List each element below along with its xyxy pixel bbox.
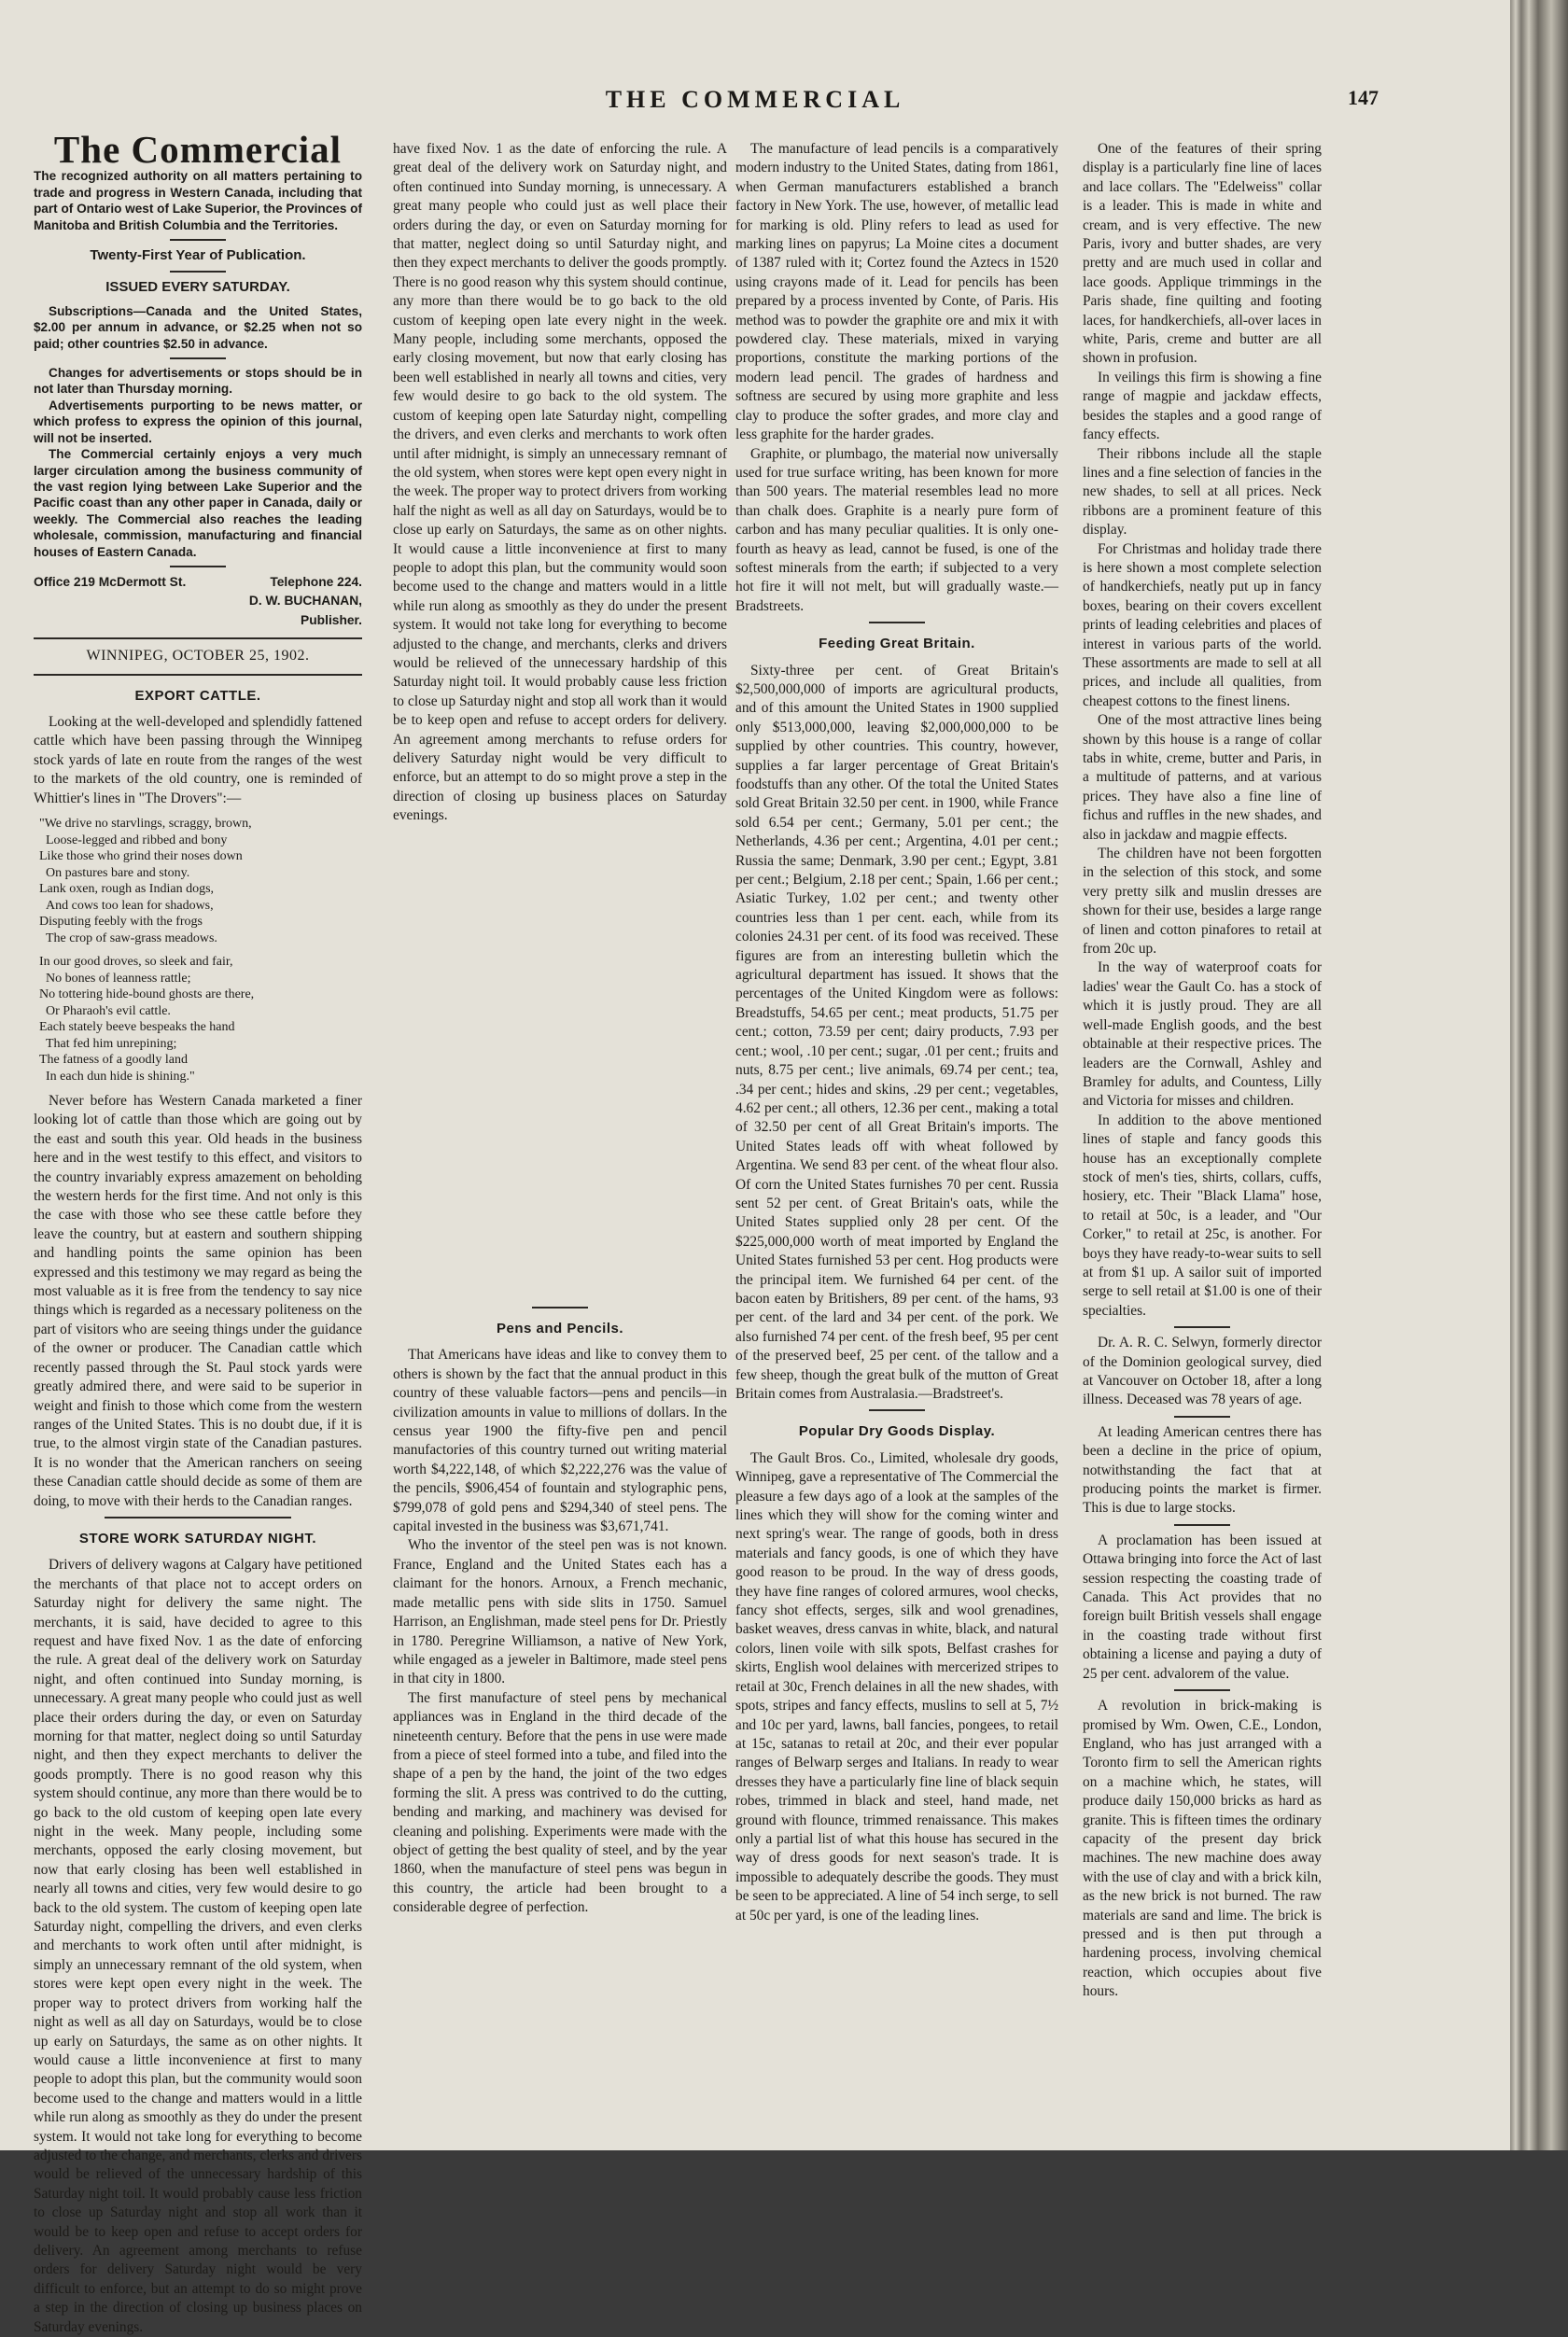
verse-stanza-2: In our good droves, so sleek and fair, No bones of leanness rattle; No tottering hide-bound ghosts are there, Or Pharaoh's evil cattle. Each stately beeve bespeaks the hand That fed him unrepining; The fatness of a goodly land In each dun hide is shining." [39,955,255,1084]
pens-paragraph-4: The manufacture of lead pencils is a comparatively modern industry to the United States, dating from 1861, when German manufacturers established a branch factory in New York. The use, however, of metallic lead for marking is old. Pliny refers to lead as used for marking lines on papyrus; La Moine cites a document of 1387 ruled with it; Cortez found the Aztecs in 1520 using crayons made of it. Lead for pencils has been prepared by a process invented by Conte, of Paris. His method was to powder the graphite ore and mix it with powdered clay. These materials, mixed in varying proportions, constitute the marking portions of the modern lead pencil. The grades of hardness and softness are secured by using more graphite and less clay to produce the softer grades, and more clay and less graphite for the harder grades. [735,141,1058,443]
divider [34,637,362,639]
feeding-body: Sixty-three per cent. of Great Britain's $2,500,000,000 of imports are agricultural products, and of this amount the United States in 1900 supplied only $513,000,000, leaving $2,000,000,000 to be supplied by other countries. This country, however, supplies a far larger percentage of Great Britain's foodstuffs than any other. Of the total the United States sold Great Britain 32.50 per cent. in 1900, while France sold 6.54 per cent.; Germany, 5.01 per cent.; the Netherlands, 4.36 per cent.; Argentina, 4.01 per cent.; Russia the same; Denmark, 3.90 per cent.; Egypt, 3.81 per cent.; Belgium, 2.18 per cent.; Spain, 1.66 per cent.; Asiatic Turkey, 1.02 per cent.; and twenty other countries less than 1 per cent. each, while from its colonies 24.31 per cent. of its food was received. These figures are from an interesting bulletin which the agricultural department has issued. It shows that the percentages of the United Kingdom were as follows: Breadstuffs, 54.65 per cent.; meat products, 51.75 per cent.; cotton, 73.59 per cent; dairy products, 7.93 per cent.; wool, .10 per cent.; sugar, .01 per cent.; fruits and nuts, 8.75 per cent.; live animals, 69.74 per cent.; tea, .34 per cent.; hides and skins, .29 per cent.; vegetables, 4.62 per cent.; all others, 12.36 per cent., making a total of 32.50 per cent of all Great Britain's imports. The United States leads off with wheat followed by Argentina. We send 83 per cent. of the wheat flour also. Of corn the United States furnishes 70 per cent. Russia sent 52 per cent. of Great Britain's oats, while the United States supplied only 28 per cent. Of the $225,000,000 worth of meat imported by England the United States furnished 53 per cent. Hog products were the principal item. We furnished 64 per cent. of the bacon eaten by Britishers, 89 per cent. of the hams, 93 per cent. of the lard and 34 per cent. of the pork. We also furnished 74 per cent. of the fresh beef, 95 per cent of the preserved beef, 25 per cent. of the tallow and a few sheep, though the great bulk of the mutton of Great Britain comes from Australasia.—Bradstreet's. [735,662,1058,1402]
store-work-body: Drivers of delivery wagons at Calgary have petitioned the merchants of that place not to accept orders on Saturday night for delivery the same night. The merchants, it is said, have decided to agree to this request and have fixed Nov. 1 as the date of enforcing the rule. A great deal of the delivery work on Saturday night, and often continued into Sunday morning, is unnecessary. A great many people who could just as well place their orders during the day, or even on Saturday morning for that matter, neglect doing so until Saturday night, and then they expect merchants to deliver the goods promptly. There is no good reason why this system should continue, any more than there would be to go back to the old custom of keeping open late every night in the week. Many people, including some merchants, opposed the early closing movement, but now that early closing has been well established in nearly all towns and cities, very few would desire to go back to the old system. The custom of keeping open late Saturday night, compelling the drivers, and even clerks and merchants to work often until after midnight, is simply an unnecessary remnant of the old system, when stores were kept open every night in the week. The proper way to protect drivers from working half the night as well as all day on Saturdays, would be to close up early on Saturdays, the same as on other nights. It would cause a little inconvenience at first to many people to adopt this plan, but the community would soon become used to the change and matters would in a little while run along as smoothly as they do under the present system. It would not take long for everything to become adjusted to the change, and merchants, clerks and drivers would be relieved of the unnecessary hardship of this Saturday night toil. It would probably cause less friction to close up Saturday night and stop all work than it would be to keep open and refuse to accept orders for delivery. An agreement among merchants to refuse orders for delivery Saturday night would be very difficult to enforce, but an attempt to do so might prove a step in the direction of closing up business places on Saturday evenings. [34,1557,362,2335]
divider [1174,1326,1230,1328]
pens-paragraph-2: Who the inventor of the steel pen was is not known. France, England and the United States each has a claimant for the honors. Arnoux, a French mechanic, made metallic pens with side slits in 1750. Samuel Harrison, an Englishman, made steel pens for Dr. Priestly in 1780. Peregrine Williamson, a native of New York, while engaged as a jeweler in Baltimore, made steel pens in that city in 1800. [393,1537,727,1687]
office-line [34,573,362,592]
book-page-edges [1510,0,1568,2150]
divider [1174,1524,1230,1526]
column-3 [735,140,1058,2044]
issued-notice: ISSUED EVERY SATURDAY. [105,279,290,296]
dry-goods-paragraph-1: The Gault Bros. Co., Limited, wholesale dry goods, Winnipeg, gave a representative of The Commercial the pleasure a few days ago of a look at the samples of the lines which they will show for the coming winter and next spring's wear. The range of goods, both in dress materials and fancy goods, is one of which they have good reason to be proud. In the way of dress goods, they have fine ranges of colored armures, wool checks, fancy shot effects, serges, silk and wool grenadines, basket weaves, dress canvas in white, black, and natural colors, linen voile with silk spots, Belfast crashes for skirts, English wool delaines with mercerized stripes to retail at 30c, French delaines in all the new shades, with spots, stripes and fancy effects, muslins to sell at 5, 7½ and 10c per yard, lawns, ball fancies, pongees, to retail at 15c, satanas to retail at 20c, and their ever popular ranges of Belwarp serges and Italians. In ready to wear dresses they have a particularly fine line of black sequin robes, trimmed in black and steel, hand made, net ground with flounce, trimmed renaissance. This makes only a partial list of what this house has secured in the way of dress goods for next season's trade. It is impossible to adequately describe the goods. They must be seen to be appreciated. A line of 54 inch serge, to sell at 50c per yard, is one of the leading lines. [735,1449,1058,1924]
masthead-authority: The recognized authority on all matters pertaining to trade and progress in Western Canada, including that part of Ontario west of Lake Superior, the Provinces of Manitoba and British Columbia and the Territories. [34,169,362,232]
dry-goods-paragraph-6: One of the most attractive lines being shown by this house is a range of collar tabs in white, creme, butter and Paris, in a multitude of patterns, and at various prices. They have also a fine line of fichus and ruffles in the new shades, and also in jackdaw and magpie effects. [1083,712,1322,843]
divider [532,1307,588,1308]
pens-paragraph-1: That Americans have ideas and like to convey them to others is shown by the fact that the annual product in this country of these valuable factors—pens and pencils—in civilization amounts in value to millions of dollars. In the census year 1900 the fifty-five pen and pencil manufactories of this country turned out writing material worth $4,222,148, of which $2,222,276 was the value of the pencils, $906,454 of fountain and stylographic pens, $799,078 of gold pens and $294,340 of steel pens. The capital invested in the business was $3,671,741. [393,1347,727,1535]
pens-heading: Pens and Pencils. [496,1321,624,1336]
page-number: 147 [1348,86,1379,109]
pens-paragraph-3: The first manufacture of steel pens by mechanical appliances was in England in the third decade of the nineteenth century. Before that the pens in use were made from a piece of steel formed into a tube, and filed into the shape of a pen by the hand, the joint of the two edges forming the slit. A press was contrived to do the cutting, bending and marking, and machinery was devised for cleaning and polishing. Experiments were made with the object of getting the best quality of steel, and by the year 1860, when the manufacture of steel pens was begun in this country, the article had been brought to a considerable degree of perfection. [393,1689,727,1916]
dry-goods-paragraph-8: In the way of waterproof coats for ladies' wear the Gault Co. has a stock of which it is justly proud. They are all well-made English goods, and the best obtainable at their respective prices. The leaders are the Cornwall, Ashley and Bramley for adults, and Countess, Lilly and Victoria for misses and children. [1083,959,1322,1110]
publisher-name: D. W. BUCHANAN, [248,594,362,609]
note-coasting-trade: A proclamation has been issued at Ottawa bringing into force the Act of last session respecting the coasting trade of Canada. This Act provides that no foreign built British vessels shall engage in the coasting trade without first obtaining a license and paying a duty of 25 per cent. advalorem of the value. [1083,1532,1322,1682]
year-of-publication: Twenty-First Year of Publication. [90,247,306,264]
dry-goods-paragraph-7: The children have not been forgotten in the selection of this stock, and some very pretty silk and muslin dresses are shown for their use, besides a large range of linen and cotton pinafores to retail at from 20c up. [1083,846,1322,958]
masthead-title: The Commercial [53,128,343,171]
divider [1174,1689,1230,1691]
advertisements-notice: Advertisements purporting to be news matter, or which profess to express the opinion of this journal, will not be inserted. [34,398,362,445]
note-opium: At leading American centres there has been a decline in the price of opium, notwithstanding the fact that at producing points the market is firmer. This is due to large stocks. [1083,1423,1322,1517]
changes-notice: Changes for advertisements or stops should be in not later than Thursday morning. [34,366,362,397]
circulation-notice: The Commercial certainly enjoys a very much larger circulation among the business community of the vast region lying between Lake Superior and the Pacific coast than any other paper in Canada, daily or weekly. The Commercial also reaches the leading wholesale, commission, manufacturing and financial houses of Eastern Canada. [34,447,362,559]
store-work-heading: STORE WORK SATURDAY NIGHT. [78,1530,317,1546]
divider [1174,1416,1230,1418]
store-work-continued [393,140,727,1301]
divider [869,622,925,623]
divider [170,239,226,241]
divider [170,357,226,359]
column-2 [393,140,727,2044]
telephone: Telephone 224. [270,574,362,589]
subscriptions-notice: Subscriptions—Canada and the United States, $2.00 per annum in advance, or $2.25 when not so paid; other countries $2.50 in advance. [34,303,362,351]
export-cattle-intro: Looking at the well-developed and splendidly fattened cattle which have been passing through the Winnipeg stock yards of late en route from the ranges of the west to the markets of the old country, one is reminded of Whittier's lines in "The Drovers":— [34,713,362,806]
feeding-heading: Feeding Great Britain. [819,636,975,652]
publisher-title: Publisher. [301,612,362,627]
running-head: THE COMMERCIAL [605,86,905,113]
divider [170,566,226,567]
column-4 [1083,140,1322,2044]
dry-goods-paragraph-9: In addition to the above mentioned lines of staple and fancy goods this house has an exceptionally complete stock of men's ties, shirts, collars, cuffs, hosiery, etc. Their "Black Llama" hose, to retail at 50c, is a leader, and "Our Corker," to retail at 25c, is another. For boys they have ready-to-wear suits to sell at from $1 up. A sailor suit of imported serge to sell retail at $1.00 is one of their specialties. [1083,1112,1322,1319]
export-cattle-heading: EXPORT CATTLE. [134,687,261,704]
divider [105,1517,291,1518]
dry-goods-heading: Popular Dry Goods Display. [798,1423,996,1440]
pens-paragraph-5: Graphite, or plumbago, the material now universally used for true surface writing, has been known for more than 500 years. The material resembles lead no more than chalk does. Graphite is a nearly pure form of carbon and has many peculiar qualities. It is only one-fourth as heavy as lead, cannot be fused, is one of the softest minerals from the earth; if subjected to a very hot fire it will not melt, but will gradually waste.—Bradstreets. [735,445,1058,614]
dry-goods-paragraph-5: For Christmas and holiday trade there is here shown a most complete selection of handkerchiefs, neatly put up in fancy boxes, bearing on their covers excellent prints of leading celebrities and places of interest in various parts of the world. These assortments are made to sell at all prices, and include all qualities, from cheapest cottons to the finest linens. [1083,540,1322,709]
store-work-continued-text: have fixed Nov. 1 as the date of enforcing the rule. A great deal of the delivery work on Saturday night, and often continued into Sunday morning, is unnecessary. A great many people who could just as well place their orders during the day, or even on Saturday morning for that matter, neglect doing so until Saturday night, and then they expect merchants to deliver the goods promptly. There is no good reason why this system should continue, any more than there would be to go back to the old custom of keeping open late every night in the week. Many people, including some merchants, opposed the early closing movement, but now that early closing has been well established in nearly all towns and cities, very few would desire to go back to the old system. The custom of keeping open late Saturday night, compelling the drivers, and even clerks and merchants to work often until after midnight, is simply an unnecessary remnant of the old system, when stores were kept open every night in the week. The proper way to protect drivers from working half the night as well as all day on Saturdays, would be to close up early on Saturdays, the same as on other nights. It would cause a little inconvenience at first to many people to adopt this plan, but the community would soon become used to the change and matters would in a little while run along as smoothly as they do under the present system. It would not take long for everything to become adjusted to the change, and merchants, clerks and drivers would be relieved of the unnecessary hardship of this Saturday night toil. It would probably cause less friction to close up Saturday night and stop all work than it would be to keep open and refuse to accept orders for delivery. An agreement among merchants to refuse orders for delivery Saturday night would be very difficult to enforce, but an attempt to do so might prove a step in the direction of closing up business places on Saturday evenings. [393,141,727,824]
divider [170,271,226,273]
column-1 [34,128,362,2335]
dry-goods-paragraph-2: One of the features of their spring display is a particularly fine line of laces and lace collars. The "Edelweiss" collar is a leader. This is made in white and cream, and is very effective. The new Paris, ivory and butter shades, are very pretty and are much used in collar and lace goods. Applique trimmings in the Paris shade, fine quilting and footing laces, for handkerchiefs, all-over laces in white, Paris, creme and butter are all shown in profusion. [1083,141,1322,367]
verse-stanza-1: "We drive no starvlings, scraggy, brown, Loose-legged and ribbed and bony Like those who grind their noses down On pastures bare and stony. Lank oxen, rough as Indian dogs, And cows too lean for shadows, Disputing feebly with the frogs The crop of saw-grass meadows. [39,817,252,945]
divider [869,1409,925,1411]
office-address: Office 219 McDermott St. [34,574,187,589]
dateline: WINNIPEG, OCTOBER 25, 1902. [86,648,310,665]
divider [34,674,362,676]
note-brick-making: A revolution in brick-making is promised by Wm. Owen, C.E., London, England, who has just arranged with a Toronto firm to sell the American rights on a machine which, he states, will produce daily 150,000 bricks as hard as granite. This is fifteen times the ordinary capacity of the present day brick machines. The new machine does away with the use of clay and with a brick kiln, as the new brick is not burned. The raw materials are sand and lime. The brick is pressed and is then put through a hardening process, involving chemical reaction, which occupies about five hours. [1083,1698,1322,2000]
dry-goods-paragraph-4: Their ribbons include all the staple lines and a fine selection of fancies in the new shades, to sell at all prices. Neck ribbons are a prominent feature of this display. [1083,445,1322,539]
dry-goods-paragraph-3: In veilings this firm is showing a fine range of magpie and jackdaw effects, besides the staples and a good range of fancy effects. [1083,369,1322,443]
export-cattle-body: Never before has Western Canada marketed a finer looking lot of cattle than those which are going out by the east and south this year. Old heads in the business here and in the west testify to this effect, and visitors to the country invariably express amazement on beholding the western herds for the first time. And not only is this the case with those who see these cattle before they leave the country, but at eastern and southern shipping and handling points the same opinion has been expressed and this testimony we may regard as being the most valuable as it is free from the tendency to say nice things which is regarded as a necessary politeness on the part of visitors who are seeing things under the guidance of the owner or producer. The Canadian cattle which recently passed through the St. Paul stock yards were greatly admired there, and were said to be superior in weight and finish to those which come from the western ranges of the United States. This is no doubt due, if it is true, to the almost virgin state of the Canadian pastures. It is no wonder that the American ranchers on seeing these Canadian cattle should decide as some of them are doing, to move with their herds to the Canadian ranges. [34,1093,362,1509]
note-selwyn: Dr. A. R. C. Selwyn, formerly director of the Dominion geological survey, died at Vancouver on October 18, after a long illness. Deceased was 78 years of age. [1083,1335,1322,1408]
